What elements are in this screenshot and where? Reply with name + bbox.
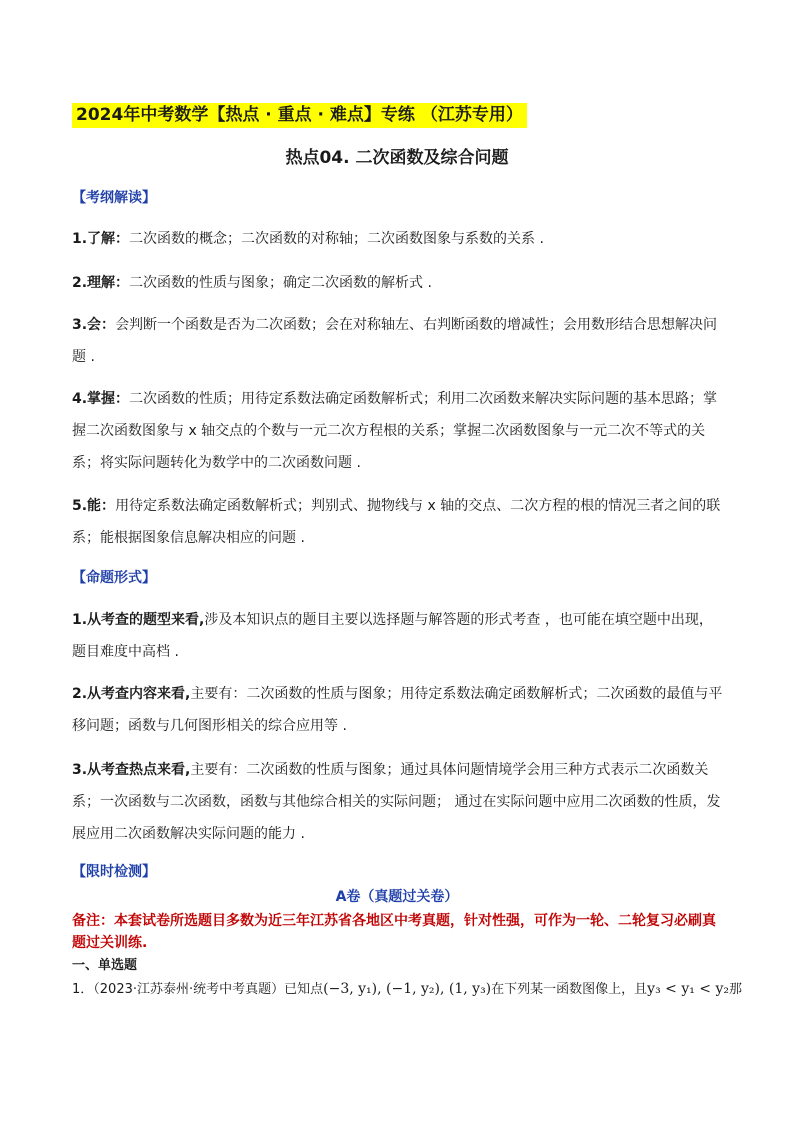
document-header-band (72, 103, 527, 128)
kaogang-item-2 (72, 267, 724, 299)
mingti-item-2-text: 主要有：二次函数的性质与图象；用待定系数法确定函数解析式；二次函数的最值与平移问题；函数与几何图形相关的综合应用等 . (72, 686, 723, 734)
section-heading-kaogang: 【考纲解读】 (72, 190, 156, 206)
document-title: 热点04. 二次函数及综合问题 (285, 148, 509, 168)
kaogang-item-4 (72, 383, 724, 479)
mingti-item-3 (72, 754, 724, 850)
header-title: 年中考数学【热点 · 重点 · 难点】专练 （江苏专用） (123, 105, 523, 125)
kaogang-item-5 (72, 490, 724, 554)
question-1-mid: 在下列某一函数图像上，且 (491, 982, 648, 997)
note-text: 备注：本套试卷所选题目多数为近三年江苏省各地区中考真题，针对性强，可作为一轮、二轮复习必刷真题过关训练. (72, 913, 716, 951)
section-heading-xianshi: 【限时检测】 (72, 864, 156, 880)
kaogang-item-4-label: 4.掌握： (72, 391, 130, 407)
kaogang-item-2-label: 2.理解： (72, 275, 130, 291)
question-1-suffix: 那 (729, 982, 743, 997)
mingti-item-1-label: 1.从考查的题型来看, (72, 612, 205, 628)
mingti-item-1 (72, 604, 724, 668)
single-choice-heading: 一、单选题 (72, 958, 138, 973)
mingti-item-1-text: 涉及本知识点的题目主要以选择题与解答题的形式考查 ，也可能在填空题中出现，题目难度中高档 . (72, 612, 713, 660)
question-1-prefix: 1．（2023·江苏泰州·统考中考真题）已知点 (72, 982, 324, 997)
question-1-points: (−3, y₁), (−1, y₂), (1, y₃) (323, 981, 492, 997)
kaogang-item-5-text: 用待定系数法确定函数解析式；判别式、抛物线与 x 轴的交点、二次方程的根的情况三者之间的联系；能根据图象信息解决相应的问题 . (72, 498, 721, 546)
kaogang-item-3-label: 3.会： (72, 317, 116, 333)
kaogang-item-1 (72, 223, 724, 255)
section-heading-mingti: 【命题形式】 (72, 570, 156, 586)
header-year: 2024 (76, 105, 124, 125)
mingti-item-2 (72, 678, 724, 742)
juan-title: A卷（真题过关卷） (335, 889, 459, 905)
kaogang-item-2-text: 二次函数的性质与图象；确定二次函数的解析式 . (129, 275, 432, 291)
kaogang-item-3 (72, 309, 724, 373)
kaogang-item-5-label: 5.能： (72, 498, 116, 514)
kaogang-item-4-text: 二次函数的性质；用待定系数法确定函数解析式；利用二次函数来解决实际问题的基本思路；掌握二次函数图象与 x 轴交点的个数与一元二次方程根的关系；掌握二次函数图象与一元二次不等式的关系；将实际问题转化为数学中的二次函数问题 . (72, 391, 718, 471)
mingti-item-2-label: 2.从考查内容来看, (72, 686, 191, 702)
kaogang-item-3-text: 会判断一个函数是否为二次函数；会在对称轴左、右判断函数的增减性；会用数形结合思想解决问题 . (72, 317, 718, 365)
question-1-inequality: y₃ < y₁ < y₂ (647, 981, 729, 997)
mingti-item-3-text: 主要有：二次函数的性质与图象；通过具体问题情境学会用三种方式表示二次函数关系；一次函数与二次函数，函数与其他综合相关的实际问题； 通过在实际问题中应用二次函数的性质，发展应用二次函数解决实际问题的能力 . (72, 762, 721, 842)
kaogang-item-1-label: 1.了解： (72, 231, 130, 247)
kaogang-item-1-text: 二次函数的概念；二次函数的对称轴；二次函数图象与系数的关系 . (129, 231, 544, 247)
question-1 (72, 978, 743, 1001)
mingti-item-3-label: 3.从考查热点来看, (72, 762, 191, 778)
